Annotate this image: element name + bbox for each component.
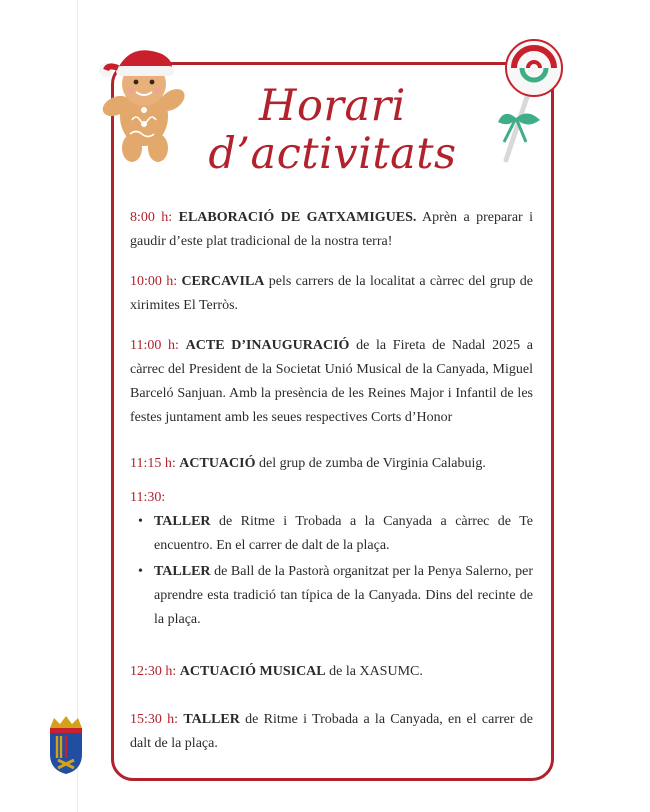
municipal-crest-icon: [44, 714, 88, 776]
schedule-entry: [130, 452, 533, 476]
entry-description: de la XASUMC.: [325, 664, 423, 679]
entry-time: 11:00 h:: [130, 338, 179, 353]
entry-title: TALLER: [183, 712, 240, 727]
page-left-rule: [77, 0, 78, 812]
schedule-entry: [130, 270, 533, 318]
workshop-list: [130, 510, 533, 632]
page-title: [111, 82, 554, 178]
entry-title: ACTUACIÓ: [179, 456, 256, 471]
entry-title: CERCAVILA: [181, 274, 265, 289]
entry-description: del grup de zumba de Virginia Calabuig.: [255, 456, 486, 471]
entry-title: ACTE D’INAUGURACIÓ: [185, 338, 350, 353]
entry-title: ELABORACIÓ DE GATXAMIGUES.: [178, 210, 417, 225]
list-item: [130, 560, 533, 632]
bullet-icon: •: [138, 564, 143, 579]
entry-description: de Ritme i Trobada a la Canyada, en el carrer de dalt de la plaça.: [130, 712, 534, 751]
schedule-content: [130, 206, 533, 772]
schedule-entry: [130, 206, 533, 254]
entry-time: 10:00 h:: [130, 274, 178, 289]
bullet-icon: •: [138, 514, 143, 529]
list-item: [130, 510, 533, 558]
item-description: de Ritme i Trobada a la Canyada a càrrec de Te encuentro. En el carrer de dalt de la plaça.: [154, 514, 533, 553]
title-line-2: d’activitats: [208, 129, 457, 179]
entry-description: Aprèn a preparar i gaudir d’este plat tradicional de la nostra terra!: [130, 210, 534, 249]
entry-description: de la Fireta de Nadal 2025 a càrrec del President de la Societat Unió Musical de la Canyada, Miguel Barceló Sanjuan. Amb la presència de les Reines Major i Infantil de les festes juntament amb les seues respectives Corts d’Honor: [130, 338, 534, 425]
item-title: TALLER: [154, 514, 211, 529]
entry-time: 8:00 h:: [130, 210, 173, 225]
entry-description: pels carrers de la localitat a càrrec del grup de xirimites El Terròs.: [130, 274, 534, 313]
entry-time: 12:30 h:: [130, 664, 177, 679]
entry-title: ACTUACIÓ MUSICAL: [179, 664, 326, 679]
schedule-entry: [130, 660, 533, 684]
entry-time: 11:15 h:: [130, 456, 176, 471]
item-title: TALLER: [154, 564, 211, 579]
title-line-1: Horari: [259, 81, 406, 131]
schedule-entry: [130, 708, 533, 756]
schedule-entry: [130, 334, 533, 430]
entry-time: 11:30:: [130, 490, 166, 505]
entry-time: 15:30 h:: [130, 712, 179, 727]
item-description: de Ball de la Pastorà organitzat per la Penya Salerno, per aprendre esta tradició tan típica de la Canyada. Dins del recinte de la plaça.: [154, 564, 533, 627]
